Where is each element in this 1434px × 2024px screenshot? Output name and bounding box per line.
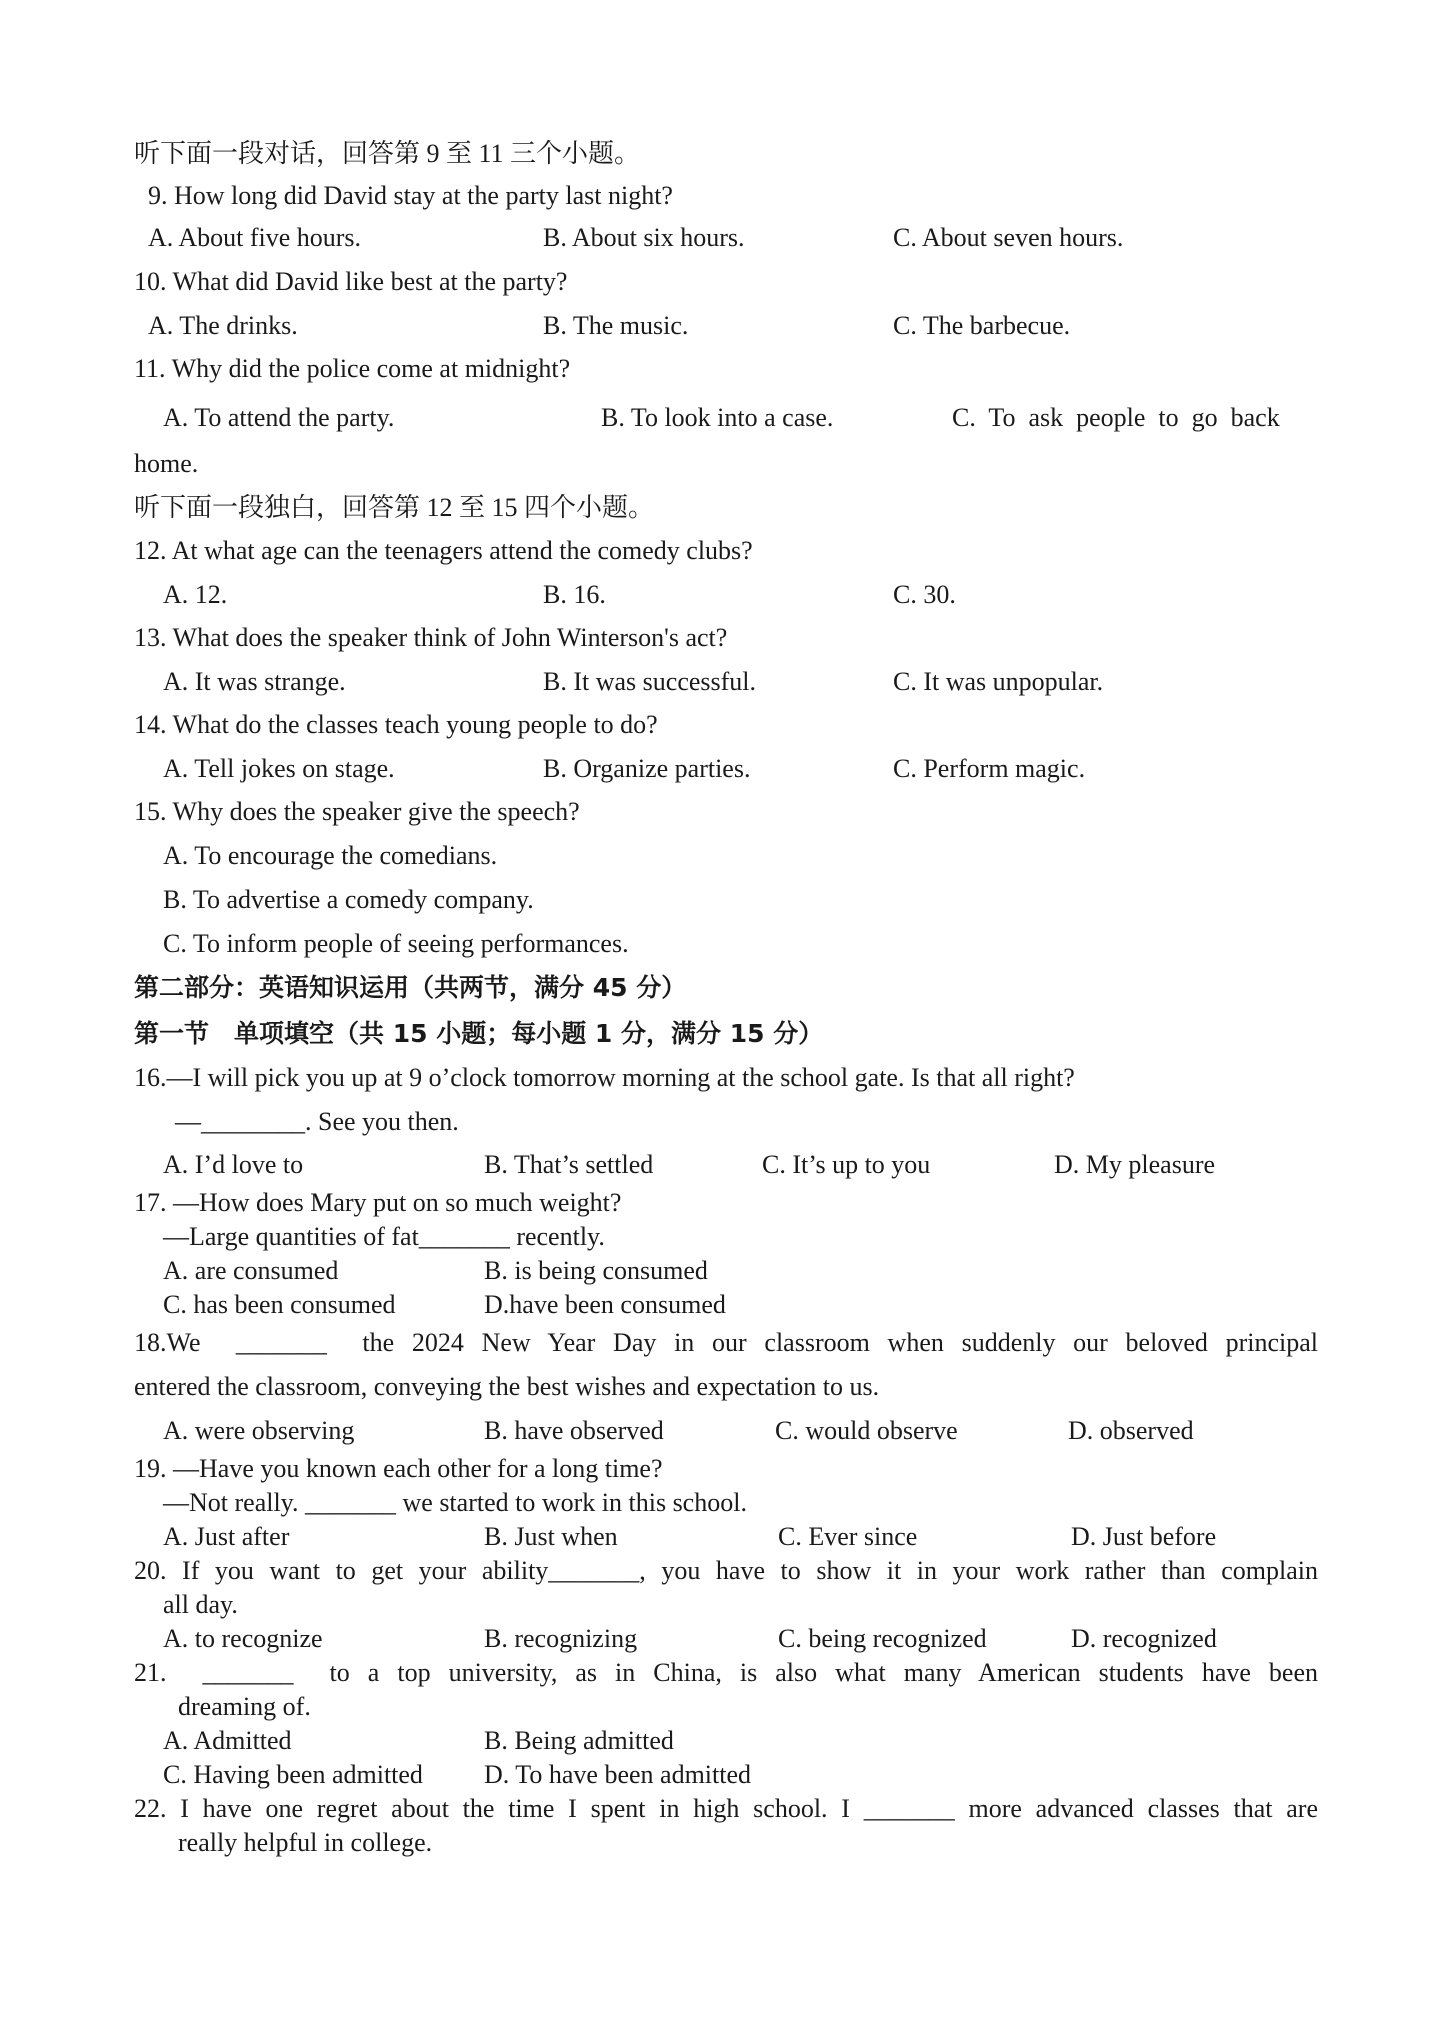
question-stem: 16.—I will pick you up at 9 o’clock tomorrow morning at the school gate. Is that all right? <box>134 1063 1075 1092</box>
option: B. The music. <box>543 311 689 340</box>
question-stem-continuation: entered the classroom, conveying the best wishes and expectation to us. <box>134 1372 880 1401</box>
option: B. have observed <box>484 1416 664 1445</box>
option: C. It’s up to you <box>762 1150 931 1179</box>
option: B. To advertise a comedy company. <box>163 885 534 914</box>
option: B. It was successful. <box>543 667 757 696</box>
option: B. That’s settled <box>484 1150 654 1179</box>
part-heading: 第二部分：英语知识运用（共两节，满分 45 分） <box>134 973 687 1002</box>
question-reply: —________. See you then. <box>175 1107 459 1136</box>
option: C. being recognized <box>778 1624 987 1653</box>
question-stem: 17. —How does Mary put on so much weight? <box>134 1188 622 1217</box>
option: A. I’d love to <box>163 1150 304 1179</box>
question-stem-continuation: all day. <box>163 1590 238 1619</box>
option: A. were observing <box>163 1416 355 1445</box>
option: A. Admitted <box>163 1726 292 1755</box>
option: C. 30. <box>893 580 956 609</box>
option: A. To encourage the comedians. <box>163 841 498 870</box>
question-stem: 20. If you want to get your ability_______, you have to show it in your work rather than complain <box>134 1556 1318 1585</box>
question-stem: 11. Why did the police come at midnight? <box>134 354 571 383</box>
option: A. are consumed <box>163 1256 339 1285</box>
option: B. Just when <box>484 1522 618 1551</box>
option: A. The drinks. <box>148 311 298 340</box>
option: B. To look into a case. <box>601 403 834 432</box>
option: A. Just after <box>163 1522 290 1551</box>
option: B. recognizing <box>484 1624 638 1653</box>
option: B. is being consumed <box>484 1256 708 1285</box>
question-stem: 18.We _______ the 2024 New Year Day in our classroom when suddenly our beloved principal <box>134 1328 1318 1357</box>
option: A. to recognize <box>163 1624 323 1653</box>
question-stem: 13. What does the speaker think of John Winterson's act? <box>134 623 728 652</box>
option: D. recognized <box>1071 1624 1217 1653</box>
option: A. Tell jokes on stage. <box>163 754 395 783</box>
option: D. My pleasure <box>1054 1150 1216 1179</box>
option: D. observed <box>1068 1416 1194 1445</box>
option: C. Having been admitted <box>163 1760 423 1789</box>
question-stem: 12. At what age can the teenagers attend the comedy clubs? <box>134 536 753 565</box>
option: C. would observe <box>775 1416 958 1445</box>
option: C. About seven hours. <box>893 223 1124 252</box>
option: C. To ask people to go back <box>952 403 1280 432</box>
question-stem: 19. —Have you known each other for a long time? <box>134 1454 663 1483</box>
option: B. Being admitted <box>484 1726 674 1755</box>
option: A. To attend the party. <box>163 403 395 432</box>
question-stem: 14. What do the classes teach young people to do? <box>134 710 658 739</box>
question-stem-continuation: really helpful in college. <box>178 1828 433 1857</box>
question-stem-continuation: dreaming of. <box>178 1692 311 1721</box>
option: B. About six hours. <box>543 223 745 252</box>
option: C. Ever since <box>778 1522 918 1551</box>
option: D. Just before <box>1071 1522 1217 1551</box>
question-stem: 15. Why does the speaker give the speech? <box>134 797 580 826</box>
option: C. It was unpopular. <box>893 667 1104 696</box>
option: C. To inform people of seeing performances. <box>163 929 629 958</box>
question-reply: —Large quantities of fat_______ recently. <box>163 1222 605 1251</box>
option: C. has been consumed <box>163 1290 396 1319</box>
section-instruction: 听下面一段独白，回答第 12 至 15 四个小题。 <box>134 493 655 522</box>
section-heading: 第一节 单项填空（共 15 小题；每小题 1 分，满分 15 分） <box>134 1019 824 1048</box>
question-stem: 21. _______ to a top university, as in China, is also what many American students have been <box>134 1658 1318 1687</box>
question-stem: 9. How long did David stay at the party last night? <box>148 181 673 210</box>
question-reply: —Not really. _______ we started to work in this school. <box>163 1488 747 1517</box>
option: A. 12. <box>163 580 228 609</box>
question-stem: 10. What did David like best at the party? <box>134 267 568 296</box>
section-instruction: 听下面一段对话，回答第 9 至 11 三个小题。 <box>134 139 641 168</box>
option-continuation: home. <box>134 449 199 478</box>
option: C. The barbecue. <box>893 311 1071 340</box>
option: A. It was strange. <box>163 667 346 696</box>
option: A. About five hours. <box>148 223 362 252</box>
option: B. Organize parties. <box>543 754 751 783</box>
option: B. 16. <box>543 580 606 609</box>
option: D.have been consumed <box>484 1290 726 1319</box>
question-stem: 22. I have one regret about the time I spent in high school. I _______ more advanced classes that are <box>134 1794 1318 1823</box>
option: C. Perform magic. <box>893 754 1086 783</box>
option: D. To have been admitted <box>484 1760 752 1789</box>
